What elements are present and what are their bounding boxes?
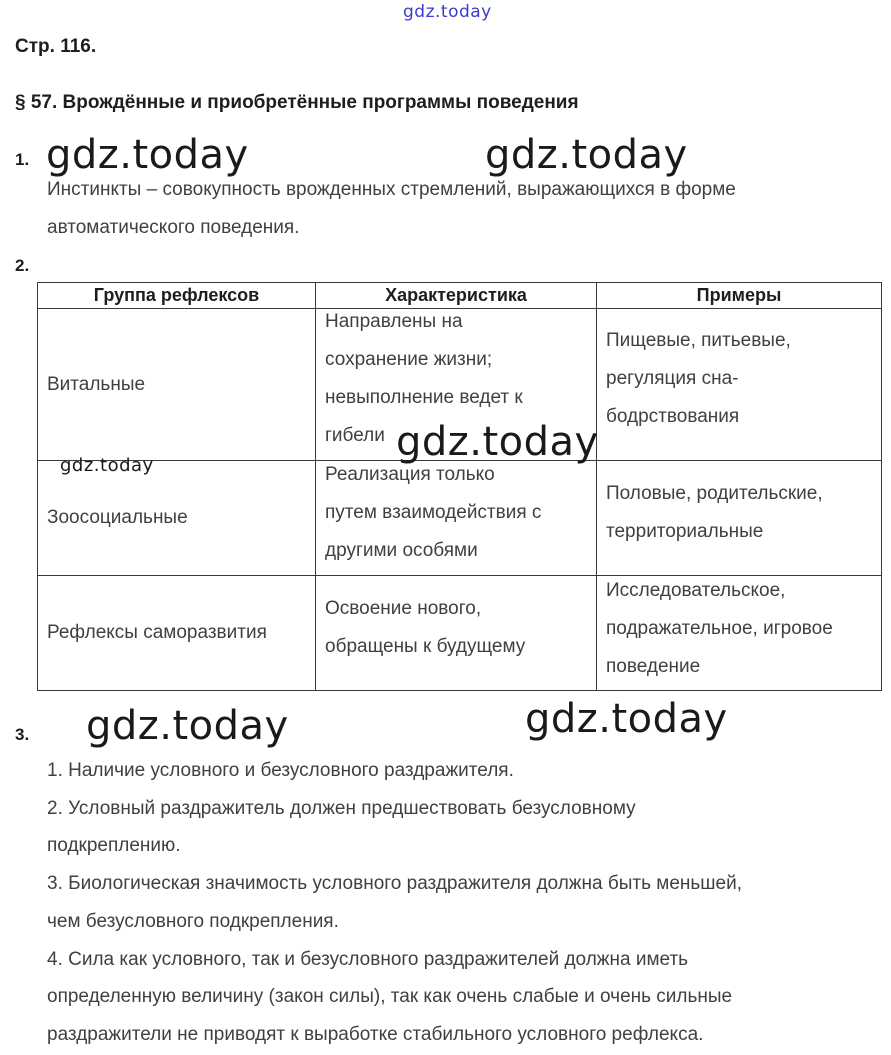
cell-group	[38, 461, 316, 576]
cell-group	[38, 576, 316, 691]
char-line: невыполнение ведет к	[325, 387, 523, 408]
cell-examples	[597, 309, 882, 461]
question-1-number: 1.	[15, 150, 30, 169]
example-line: регуляция сна-	[606, 368, 739, 389]
question-1-line-1: Инстинкты – совокупность врожденных стремлений, выражающихся в форме	[47, 179, 736, 200]
example-line: Исследовательское,	[606, 580, 786, 601]
list-item: раздражители не приводят к выработке стабильного условного рефлекса.	[47, 1023, 704, 1045]
group-label: Зоосоциальные	[47, 507, 188, 528]
table-row	[38, 461, 882, 576]
watermark-q3-right: gdz.today	[525, 696, 728, 742]
table-row	[38, 576, 882, 691]
header-group: Группа рефлексов	[38, 283, 316, 309]
group-label: Витальные	[47, 373, 146, 395]
list-item: 1. Наличие условного и безусловного раздражителя.	[47, 760, 514, 781]
question-1-line-2: автоматического поведения.	[47, 217, 300, 238]
section-title: § 57. Врождённые и приобретённые программы поведения	[15, 92, 579, 113]
watermark-q1-left: gdz.today	[46, 132, 249, 178]
example-line: Половые, родительские,	[606, 483, 823, 504]
cell-group	[38, 309, 316, 461]
list-item: 2. Условный раздражитель должен предшествовать безусловному	[47, 797, 636, 819]
char-line: сохранение жизни;	[325, 349, 493, 370]
list-item: 3. Биологическая значимость условного раздражителя должна быть меньшей,	[47, 873, 742, 895]
cell-examples	[597, 461, 882, 576]
example-line: подражательное, игровое	[606, 618, 833, 639]
list-item: определенную величину (закон силы), так как очень слабые и очень сильные	[47, 986, 733, 1008]
example-line: бодрствования	[606, 406, 740, 427]
example-line: территориальные	[606, 521, 764, 542]
list-item: подкреплению.	[47, 835, 181, 857]
char-line: другими особями	[325, 540, 478, 561]
char-line: обращены к будущему	[325, 636, 526, 657]
watermark-top: gdz.today	[403, 2, 492, 22]
question-3-number: 3.	[15, 725, 30, 744]
header-examples: Примеры	[597, 283, 882, 309]
example-line: Пищевые, питьевые,	[606, 330, 791, 351]
page-reference: Стр. 116.	[15, 36, 97, 57]
char-line: Направлены на	[325, 311, 463, 332]
char-line: гибели	[325, 425, 385, 446]
group-label: Рефлексы саморазвития	[47, 622, 267, 643]
list-item: 4. Сила как условного, так и безусловного раздражителей должна иметь	[47, 948, 689, 970]
header-characteristic: Характеристика	[316, 283, 597, 309]
example-line: поведение	[606, 656, 701, 677]
char-line: Освоение нового,	[325, 598, 482, 619]
reflex-table	[37, 282, 882, 691]
watermark-q3-left: gdz.today	[86, 703, 289, 749]
char-line: путем взаимодействия с	[325, 502, 542, 523]
question-2-number: 2.	[15, 256, 30, 275]
cell-examples	[597, 576, 882, 691]
cell-characteristic	[316, 461, 597, 576]
char-line: Реализация только	[325, 464, 495, 485]
cell-characteristic	[316, 576, 597, 691]
watermark-table-small: gdz.today	[60, 455, 154, 476]
watermark-q1-right: gdz.today	[485, 132, 688, 178]
watermark-table-center: gdz.today	[396, 419, 599, 465]
question-3-list	[47, 752, 742, 1054]
list-item: чем безусловного подкрепления.	[47, 910, 339, 932]
